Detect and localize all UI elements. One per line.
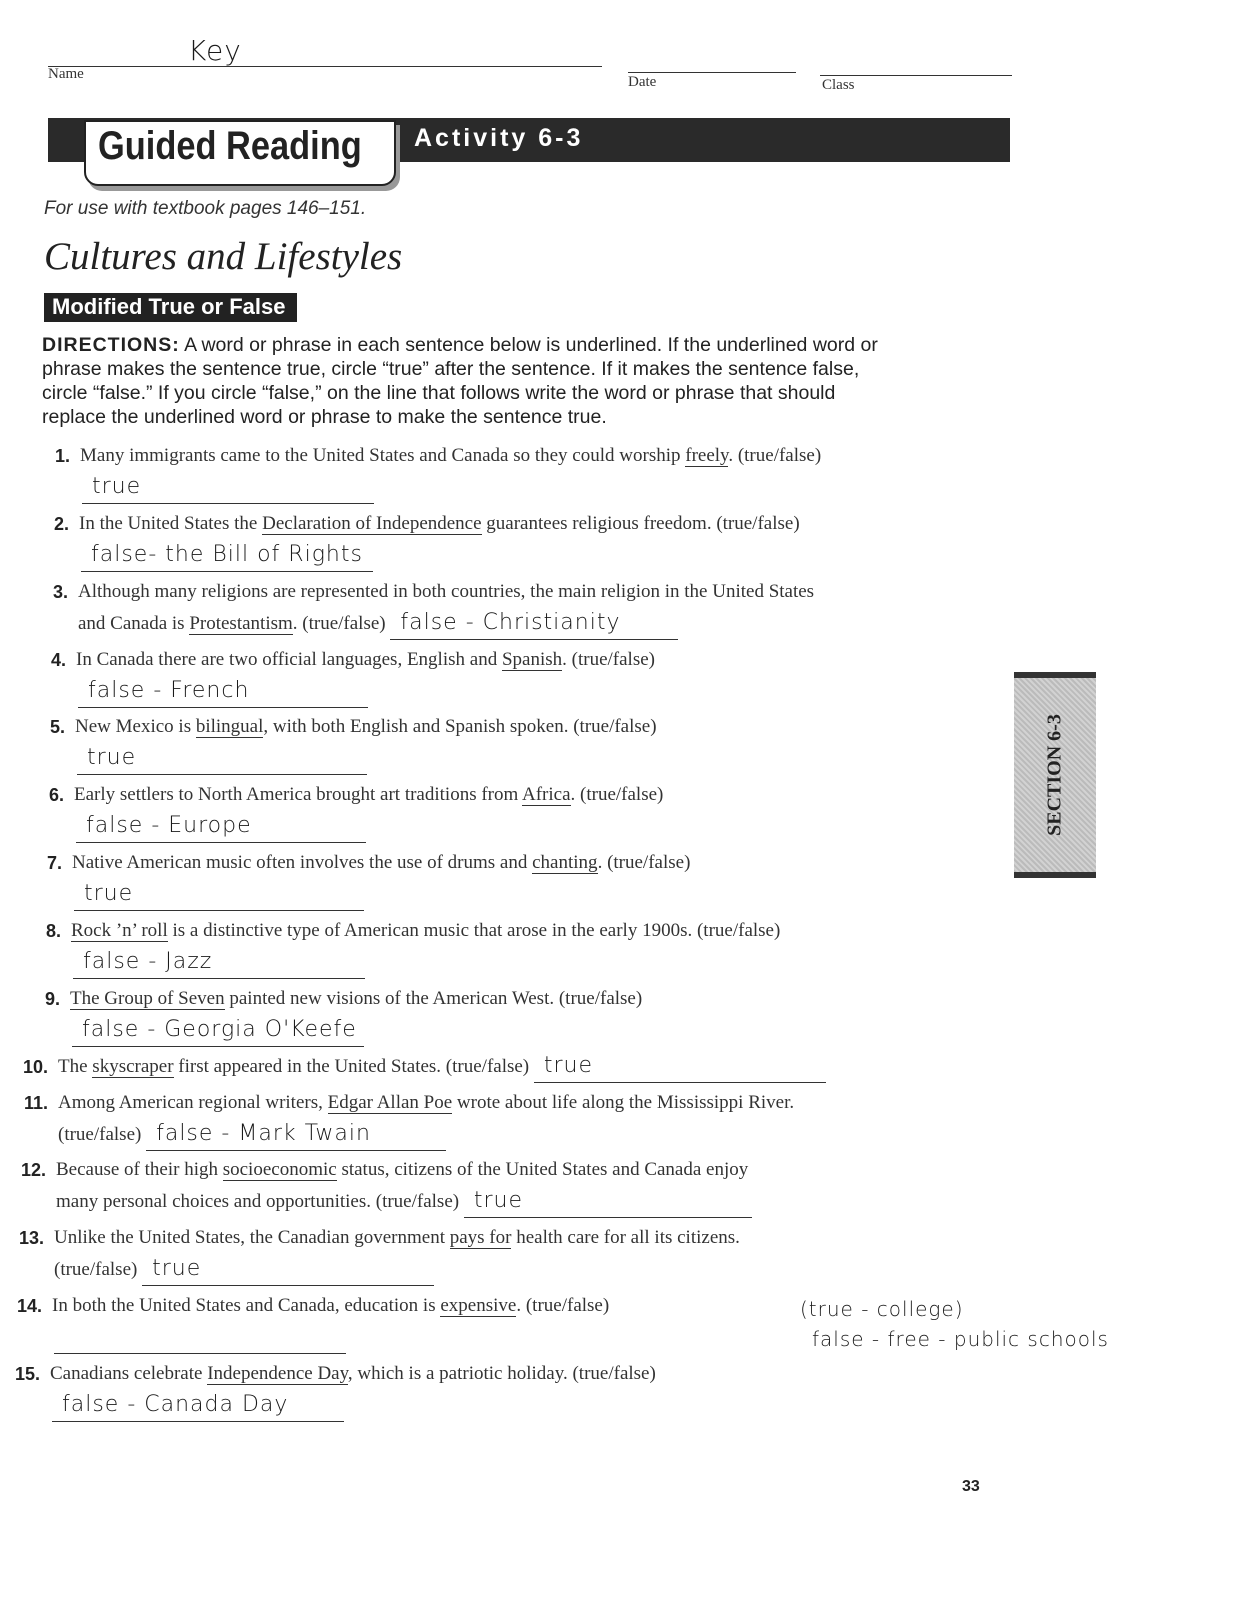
question-text: (true/false) [58,1124,147,1145]
answer-line[interactable] [73,949,365,979]
underlined-term: freely [685,445,729,466]
answer-line[interactable] [54,1327,346,1354]
question-text: . (true/false) [562,649,655,670]
question-number: 8. [45,921,61,941]
question-4 [40,644,655,708]
question-text: status, citizens of the United States and Canada enjoy [336,1159,749,1180]
handwritten-answer: false - Europe [86,813,252,838]
question-text: . (true/false) [292,613,391,634]
question-text: . (true/false) [516,1295,610,1316]
question-14 [16,1290,609,1354]
underlined-term: skyscraper [92,1056,174,1077]
question-text: In the United States the [79,513,263,534]
question-number: 9. [44,989,60,1009]
question-number: 11. [23,1093,48,1113]
underlined-term: bilingual [195,716,264,737]
question-7 [36,847,690,911]
handwritten-answer: true [87,745,137,770]
question-text: (true/false) [54,1259,143,1280]
answer-line[interactable] [72,1017,364,1047]
handwritten-answer: false - French [88,678,250,703]
question-text: Early settlers to North America brought art traditions from [74,784,522,805]
question-text: , with both English and Spanish spoken. (true/false) [263,716,657,737]
answer-line[interactable] [146,1121,446,1151]
q14-note [800,1294,1109,1354]
question-number: 15. [14,1364,40,1384]
question-text: . (true/false) [570,784,664,805]
section-tab [1014,672,1096,878]
question-text: Although many religions are represented in both countries, the main religion in the United States [78,581,815,602]
underlined-term: Declaration of Independence [262,513,482,534]
question-text: , which is a patriotic holiday. (true/false) [347,1363,656,1384]
question-text: Among American regional writers, [58,1092,328,1113]
answer-line[interactable] [534,1053,826,1083]
question-text: painted new visions of the American West. (true/false) [224,988,643,1009]
question-text: Native American music often involves the use of drums and [72,852,533,873]
handwritten-answer: true [152,1256,202,1281]
question-text: In Canada there are two official languages, English and [76,649,502,670]
question-number: 12. [20,1160,46,1180]
question-text: health care for all its citizens. [511,1227,740,1248]
name-label: Name [48,66,84,82]
underlined-term: Rock ’n’ roll [71,920,168,941]
answer-line[interactable] [390,610,678,640]
directions [42,333,892,429]
underlined-term: socioeconomic [222,1159,337,1180]
answer-line[interactable] [81,542,373,572]
handwritten-answer: false - Canada Day [62,1392,289,1417]
class-line [820,75,1012,76]
answer-line[interactable] [74,881,364,911]
question-5 [39,711,657,775]
name-line [48,66,602,67]
q14-note-line2: false - free - public schools [812,1327,1109,1351]
answer-line[interactable] [77,745,367,775]
underlined-term: expensive [440,1295,517,1316]
directions-text: A word or phrase in each sentence below is underlined. If the underlined word or phrase makes the sentence true, circle “true” after the sentence. If it makes the sentence false, circle “false.” If you circle “false,” on the line that follows write the word or phrase that should replace the underlined word or phrase to make the sentence true. [42,334,878,428]
question-9 [34,983,642,1047]
underlined-term: The Group of Seven [70,988,225,1009]
section-heading: Modified True or False [44,293,297,322]
underlined-term: Edgar Allan Poe [327,1092,453,1113]
question-text: and Canada is [78,613,190,634]
date-line [628,72,796,73]
question-3 [42,576,814,640]
question-text: first appeared in the United States. (true/false) [173,1056,534,1077]
question-text: The [58,1056,93,1077]
question-number: 10. [22,1057,48,1077]
question-text: guarantees religious freedom. (true/false) [481,513,800,534]
handwritten-answer: true [92,474,142,499]
question-number: 13. [18,1228,44,1248]
answer-line[interactable] [464,1188,752,1218]
page-title: Cultures and Lifestyles [44,235,403,278]
handwritten-answer: true [543,1053,594,1078]
handwritten-answer: false - Mark Twain [156,1121,371,1146]
page-number: 33 [962,1478,980,1495]
question-text: many personal choices and opportunities. (true/false) [56,1191,464,1212]
question-8 [35,915,780,979]
underlined-term: Protestantism [189,613,293,634]
handwritten-answer: true [84,881,134,906]
question-text: Canadians celebrate [50,1363,208,1384]
question-number: 6. [48,785,64,805]
question-text: . (true/false) [597,852,691,873]
answer-line[interactable] [78,678,368,708]
question-13 [18,1222,740,1286]
handwritten-answer: false - Christianity [400,610,621,635]
underlined-term: Independence Day [207,1363,348,1384]
directions-label: DIRECTIONS: [42,334,180,356]
question-text: In both the United States and Canada, education is [52,1295,441,1316]
activity-label: Activity 6-3 [414,124,584,152]
date-label: Date [628,74,657,90]
handwritten-answer: false - Jazz [83,949,213,974]
question-text: wrote about life along the Mississippi River. [452,1092,795,1113]
question-number: 14. [16,1296,42,1316]
question-number: 4. [50,650,66,670]
class-label: Class [822,77,855,93]
question-number: 3. [52,582,68,602]
question-number: 5. [49,717,65,737]
underlined-term: chanting [532,852,598,873]
question-text: is a distinctive type of American music that arose in the early 1900s. (true/false) [167,920,781,941]
question-number: 7. [46,853,62,873]
answer-line[interactable] [76,813,366,843]
question-15 [14,1358,656,1422]
question-text: Unlike the United States, the Canadian government [54,1227,450,1248]
handwritten-answer: false- the Bill of Rights [91,542,363,567]
question-text: . (true/false) [728,445,822,466]
name-value: Key [188,34,242,67]
textbook-pages: For use with textbook pages 146–151. [44,198,367,219]
handwritten-answer: false - Georgia O'Keefe [82,1017,357,1042]
handwritten-answer: true [473,1188,523,1213]
question-text: Many immigrants came to the United States and Canada so they could worship [80,445,686,466]
question-6 [38,779,663,843]
question-number: 1. [54,446,70,466]
answer-line[interactable] [82,474,374,504]
underlined-term: Africa [521,784,571,805]
question-12 [20,1154,752,1218]
question-number: 2. [53,514,69,534]
guided-reading-label: Guided Reading [98,124,362,168]
question-text: New Mexico is [75,716,196,737]
question-10 [22,1051,826,1083]
answer-line[interactable] [142,1256,434,1286]
underlined-term: Spanish [501,649,563,670]
section-tab-label: SECTION 6-3 [1043,714,1066,836]
answer-line[interactable] [52,1392,344,1422]
question-2 [43,508,800,572]
underlined-term: pays for [449,1227,512,1248]
q14-note-line1: (true - college) [800,1297,964,1321]
question-1 [44,440,821,504]
question-text: Because of their high [56,1159,223,1180]
question-11 [22,1087,794,1151]
